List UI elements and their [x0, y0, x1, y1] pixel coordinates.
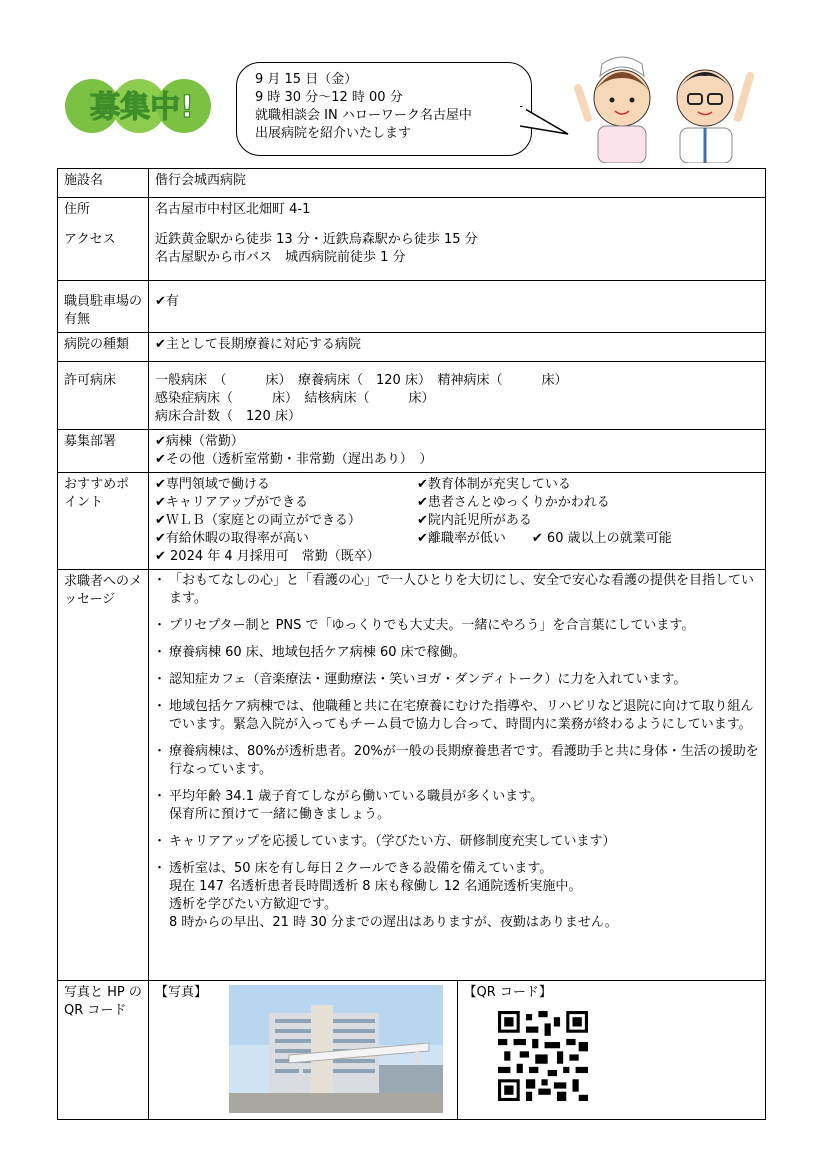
photo-cell: [149, 981, 458, 1120]
photo-label: 【写真】: [155, 985, 208, 1000]
bubble-note: 出展病院を紹介いたします: [255, 126, 412, 141]
qr-code-icon[interactable]: [498, 1011, 588, 1101]
message-item: ・ プリセプター制と PNS で「ゆっくりでも大丈夫。一緒にやろう」を合言葉にしています。: [155, 617, 759, 635]
beds-line-2: 感染症病床（ 床） 結核病床（ 床）: [155, 391, 435, 406]
address-access-label: [58, 198, 149, 281]
message-item: ・ 透析室は、50 床を有し毎日２クールできる設備を備えています。 現在 147 名透析患者長時間透析 8 床も稼働し 12 名通院透析実施中。 透析を学びたい方歓迎です。 8 時からの早出、21 時 30 分までの遅出はありますが、夜勤はありません。: [155, 860, 759, 932]
recruiting-logo: [64, 76, 224, 136]
point-item: ✔キャリアアップができる: [155, 495, 308, 510]
dept-line-2: ✔その他（透析室常勤・非常勤（遅出あり） ）: [155, 452, 433, 467]
message-item: ・ キャリアアップを応援しています。（学びたい方、研修制度充実しています）: [155, 833, 759, 851]
points-value: [149, 473, 766, 570]
point-item: ✔有給休暇の取得率が高い: [155, 531, 309, 546]
beds-line-3: 病床合計数（ 120 床）: [155, 409, 301, 424]
header: [0, 0, 826, 165]
hospital-type-value: ✔主として長期療養に対応する病院: [149, 333, 766, 362]
qr-cell: [457, 981, 766, 1120]
message-value: [149, 570, 766, 981]
hospital-type-label: 病院の種類: [58, 333, 149, 362]
dept-label: 募集部署: [58, 430, 149, 473]
point-item: ✔患者さんとゆっくりかかわれる: [417, 495, 610, 510]
beds-label: 許可病床: [58, 362, 149, 430]
message-item: ・ 平均年齢 34.1 歳子育てしながら働いている職員が多くいます。 保育所に預けて一緒に働きましょう。: [155, 788, 759, 824]
message-item: ・ 療養病棟は、80%が透析患者。20%が一般の長期療養患者です。看護助手と共に身体・生活の援助を行なっています。: [155, 743, 759, 779]
facility-value: 偕行会城西病院: [149, 169, 766, 198]
access-line-2: 名古屋駅から市バス 城西病院前徒歩 1 分: [155, 250, 406, 265]
point-item: ✔教育体制が充実している: [417, 477, 571, 492]
points-label: おすすめポイント: [58, 473, 149, 570]
message-item: ・ 地域包括ケア病棟では、他職種と共に在宅療養にむけた指導や、リハビリなど退院に向けて取り組んでいます。緊急入院が入ってもチーム員で協力し合って、時間内に業務が終わるようにしています。: [155, 698, 759, 734]
point-item: ✔ＷＬＢ（家庭との両立ができる）: [155, 513, 361, 528]
speech-bubble: [236, 62, 532, 156]
parking-label: 職員駐車場の有無: [58, 281, 149, 333]
point-item-hiring: ✔ 2024 年 4 月採用可 常勤（既卒）: [155, 549, 380, 564]
qr-label: 【QR コード】: [463, 985, 552, 1000]
point-item: ✔離職率が低い ✔ 60 歳以上の就業可能: [417, 531, 672, 546]
dept-value: [149, 430, 766, 473]
facility-label: 施設名: [58, 169, 149, 198]
hospital-info-table: [57, 168, 766, 1120]
hospital-photo: [229, 985, 443, 1113]
address-value: 名古屋市中村区北畑町 4-1: [155, 202, 311, 217]
message-item: ・ 認知症カフェ（音楽療法・運動療法・笑いヨガ・ダンディトーク）に力を入れています。: [155, 671, 759, 689]
beds-value: [149, 362, 766, 430]
bubble-time: 9 時 30 分〜12 時 00 分: [255, 90, 403, 105]
bubble-date: 9 月 15 日（金）: [255, 72, 358, 87]
logo-text: 募集中!: [90, 90, 194, 125]
access-label: アクセス: [64, 232, 116, 247]
message-item: ・ 「おもてなしの心」と「看護の心」で一人ひとりを大切にし、安全で安心な看護の提供を目指しています。: [155, 572, 759, 608]
access-line-1: 近鉄黄金駅から徒歩 13 分・近鉄烏森駅から徒歩 15 分: [155, 232, 478, 247]
message-item: ・ 療養病棟 60 床、地域包括ケア病棟 60 床で稼働。: [155, 644, 759, 662]
message-label: 求職者へのメッセージ: [58, 570, 149, 981]
media-label: 写真と HP の QR コード: [58, 981, 149, 1120]
nurse-doctor-illustration: [570, 48, 760, 163]
point-item: ✔専門領域で働ける: [155, 477, 270, 492]
address-label: 住所: [64, 202, 91, 217]
bubble-tail: [520, 106, 570, 136]
parking-value: ✔有: [149, 281, 766, 333]
address-access-value: [149, 198, 766, 281]
dept-line-1: ✔病棟（常勤）: [155, 434, 244, 449]
beds-line-1: 一般病床 （ 床） 療養病床（ 120 床） 精神病床（ 床）: [155, 373, 568, 388]
bubble-event: 就職相談会 IN ハローワーク名古屋中: [255, 108, 472, 123]
point-item: ✔院内託児所がある: [417, 513, 532, 528]
